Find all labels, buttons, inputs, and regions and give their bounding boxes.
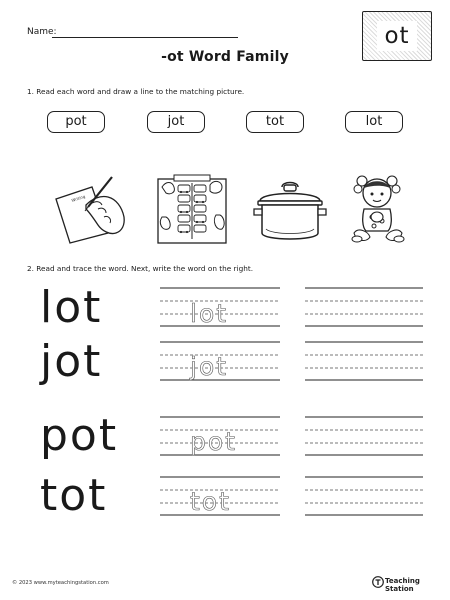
write-area-tot[interactable] <box>305 477 423 515</box>
word-box-label: lot <box>365 114 383 129</box>
name-label: Name: <box>27 27 57 37</box>
teaching-station-logo-icon <box>372 576 384 588</box>
write-area-pot[interactable] <box>305 417 423 455</box>
section2-instruction: 2. Read and trace the word. Next, write the word on the right. <box>27 264 254 273</box>
big-word-pot: pot <box>40 410 119 461</box>
badge-text: ot <box>377 21 416 51</box>
word-box-label: jot <box>167 114 185 129</box>
word-box-label: tot <box>265 114 285 129</box>
copyright-text: © 2023 www.myteachingstation.com <box>12 580 109 586</box>
brand-text: Teaching Station <box>385 577 420 593</box>
big-word-tot: tot <box>40 470 108 521</box>
write-area-jot[interactable] <box>305 342 423 380</box>
trace-word-pot[interactable]: pot <box>190 427 237 456</box>
trace-word-jot[interactable]: jot <box>190 352 229 381</box>
write-area-lot[interactable] <box>305 288 423 326</box>
page-title: -ot Word Family <box>161 49 289 65</box>
section1-instruction: 1. Read each word and draw a line to the matching picture. <box>27 87 245 96</box>
big-word-lot: lot <box>40 282 103 333</box>
paper-caption: Writing <box>70 193 86 203</box>
trace-word-tot[interactable]: tot <box>190 487 231 516</box>
big-word-jot: jot <box>40 336 103 387</box>
trace-word-lot[interactable]: lot <box>190 299 229 328</box>
word-box-label: pot <box>65 114 87 129</box>
